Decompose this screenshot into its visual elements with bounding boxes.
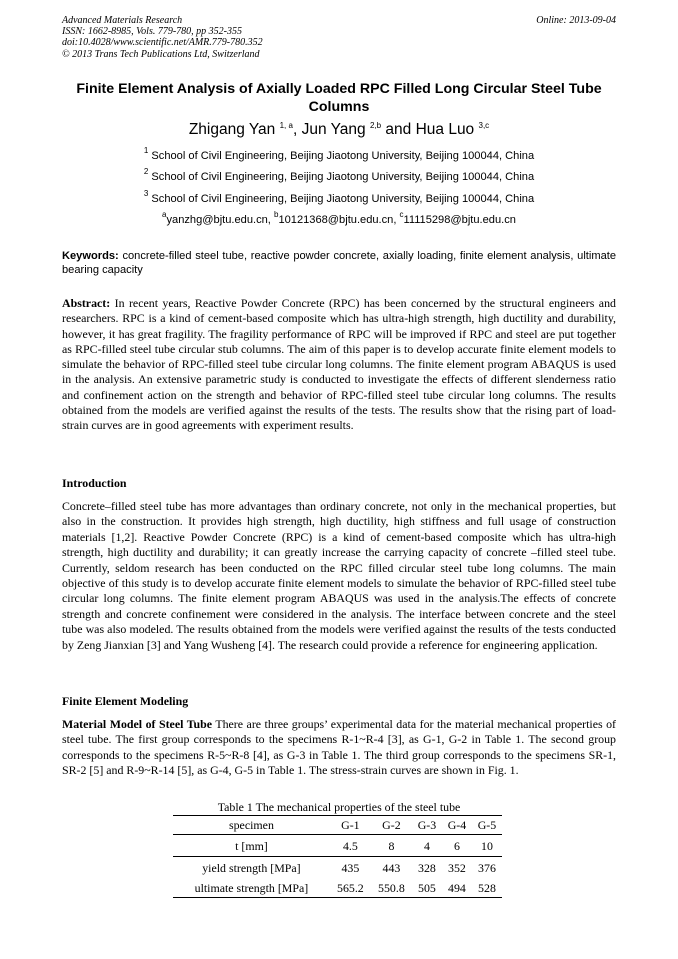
table-header-cell: G-1 xyxy=(330,816,371,835)
affiliation-text: School of Civil Engineering, Beijing Jiaotong University, Beijing 100044, China xyxy=(151,150,535,162)
table-header-cell: G-5 xyxy=(472,816,502,835)
author-name: Jun Yang xyxy=(301,121,366,138)
paper-title: Finite Element Analysis of Axially Loaded RPC Filled Long Circular Steel Tube Columns xyxy=(76,81,602,115)
author-sup: 2,b xyxy=(369,121,382,130)
fem-heading: Finite Element Modeling xyxy=(62,694,189,708)
email-sup: a xyxy=(162,210,167,219)
doi-line: doi:10.4028/www.scientific.net/AMR.779-780.352 xyxy=(62,37,263,49)
table-cell: 6 xyxy=(442,835,472,857)
email-address: yanzhg@bjtu.edu.cn, xyxy=(166,214,274,226)
fem-subheading: Material Model of Steel Tube xyxy=(62,717,213,731)
table-cell: 4.5 xyxy=(330,835,371,857)
author-name: Hua Luo xyxy=(415,121,475,138)
affiliation-sup: 1 xyxy=(143,146,149,155)
email-address: 11115298@bjtu.edu.cn xyxy=(403,214,516,226)
properties-table xyxy=(173,815,502,898)
table-cell: 443 xyxy=(382,860,401,875)
table-cell: 352 xyxy=(448,860,466,875)
table-row xyxy=(173,857,502,879)
table-header-row xyxy=(173,816,502,835)
affiliation-text: School of Civil Engineering, Beijing Jiaotong University, Beijing 100044, China xyxy=(151,193,535,205)
table-cell: ultimate strength [MPa] xyxy=(173,878,330,898)
affiliation-1 xyxy=(62,146,616,163)
author-sup: 3,c xyxy=(478,121,490,130)
table-row xyxy=(173,835,502,857)
keywords-label: Keywords: xyxy=(62,250,119,262)
email-sup: c xyxy=(399,210,404,219)
keywords-text: concrete-filled steel tube, reactive powder concrete, axially loading, finite element analysis, ultimate bearing capacity xyxy=(62,250,616,277)
journal-name: Advanced Materials Research xyxy=(62,15,183,26)
table-header-cell: G-2 xyxy=(371,816,412,835)
online-date: Online: 2013-09-04 xyxy=(536,15,616,26)
affiliation-text: School of Civil Engineering, Beijing Jiaotong University, Beijing 100044, China xyxy=(151,171,535,183)
affiliation-sup: 2 xyxy=(143,167,149,176)
table-cell: 550.8 xyxy=(371,878,412,898)
introduction-text: Concrete–filled steel tube has more advantages than ordinary concrete, not only in the mechanical properties, but also in the construction. It provides high strength, high ductility, high stiffness and full usage of construction materials [1,2]. Reactive Powder Concrete (RPC) is a kind of cement-based composite which has ultra-high strength, high ductility and durability; it can greatly increase the carrying capacity of concrete –filled steel tube. Currently, seldom research has been conducted on the RPC filled circular steel tube long columns. The main objective of this study is to develop accurate finite element models to simulate the behavior of RPC-filled steel tube circular long columns. The finite element program ABAQUS was used in the analysis.The effects of concrete strength and concrete confinement were considered in the analysis. The interface between concrete and the steel tube was also modeled. The results obtained from the models were verified against the results of the tests conducted by Zeng Jianxian [3] and Yang Wusheng [4]. The research could provide a reference for engineering application. xyxy=(62,499,616,652)
table-cell: 528 xyxy=(472,878,502,898)
journal-header xyxy=(62,15,616,60)
email-line xyxy=(62,210,616,227)
table-cell: 4 xyxy=(412,835,442,857)
affiliation-2 xyxy=(62,167,616,184)
table-header-cell: G-4 xyxy=(442,816,472,835)
fem-paragraph xyxy=(62,717,616,779)
table-cell: 10 xyxy=(472,835,502,857)
abstract-text: In recent years, Reactive Powder Concrete (RPC) has been concerned by the structural engineers and researchers. RPC is a kind of cement-based composite which has ultra-high strength, high ductility and durability, however, it has great fragility. The fragility performance of RPC will be improved if RPC and steel are put together as RPC-filled steel tube circular stub columns. The aim of this paper is to develop accurate finite element models to simulate the behavior of RPC-filled steel tube circular long columns. The finite element program ABAQUS is used in the analysis. An extensive parametric study is conducted to investigate the effects of different slenderness ratio and confinement action on the strength and behavior of RPC-filled steel tube circular long columns. The results obtained from the models are verified against the results of the tests. The results show that the rising part of load-strain curves are in good agreements with experiment results. xyxy=(62,296,616,433)
abstract-block xyxy=(62,296,616,434)
author-separator: , xyxy=(292,121,302,138)
affiliation-3 xyxy=(62,189,616,206)
table-cell: 8 xyxy=(371,835,412,857)
keywords-block xyxy=(62,249,616,278)
author-and: and xyxy=(381,121,416,138)
table-cell: 505 xyxy=(412,878,442,898)
email-sup: b xyxy=(273,210,279,219)
table-cell: t [mm] xyxy=(173,835,330,857)
table-cell: 565.2 xyxy=(330,878,371,898)
table-header-cell: G-3 xyxy=(412,816,442,835)
issn-line: ISSN: 1662-8985, Vols. 779-780, pp 352-355 xyxy=(62,26,242,38)
author-sup: 1, a xyxy=(279,121,293,130)
fem-text: There are three groups’ experimental data for the material mechanical properties of steel tube. The first group corresponds to the specimens R-1~R-4 [3], as G-1, G-2 in Table 1. The second group corresponds to the specimens R-5~R-8 [4], as G-3 in Table 1. The third group corresponds to the specimens SR-1, SR-2 [5] and R-9~R-14 [5], as G-4, G-5 in Table 1. The stress-strain curves are shown in Fig. 1. xyxy=(62,717,617,778)
author-name: Zhigang Yan xyxy=(188,121,276,138)
table-row xyxy=(173,878,502,898)
table-caption: Table 1 The mechanical properties of the steel tube xyxy=(217,800,461,814)
abstract-label: Abstract: xyxy=(62,296,111,310)
table-header-cell: specimen xyxy=(173,816,330,835)
email-address: 10121368@bjtu.edu.cn, xyxy=(278,214,400,226)
author-line xyxy=(62,120,616,140)
copyright-line: © 2013 Trans Tech Publications Ltd, Switzerland xyxy=(62,48,260,60)
table-cell: 494 xyxy=(442,878,472,898)
table-cell: yield strength [MPa] xyxy=(202,860,301,875)
affiliation-sup: 3 xyxy=(143,189,149,198)
table-cell: 328 xyxy=(418,860,436,875)
introduction-heading: Introduction xyxy=(62,476,127,490)
table-cell: 435 xyxy=(341,860,360,875)
table-cell: 376 xyxy=(478,860,496,875)
